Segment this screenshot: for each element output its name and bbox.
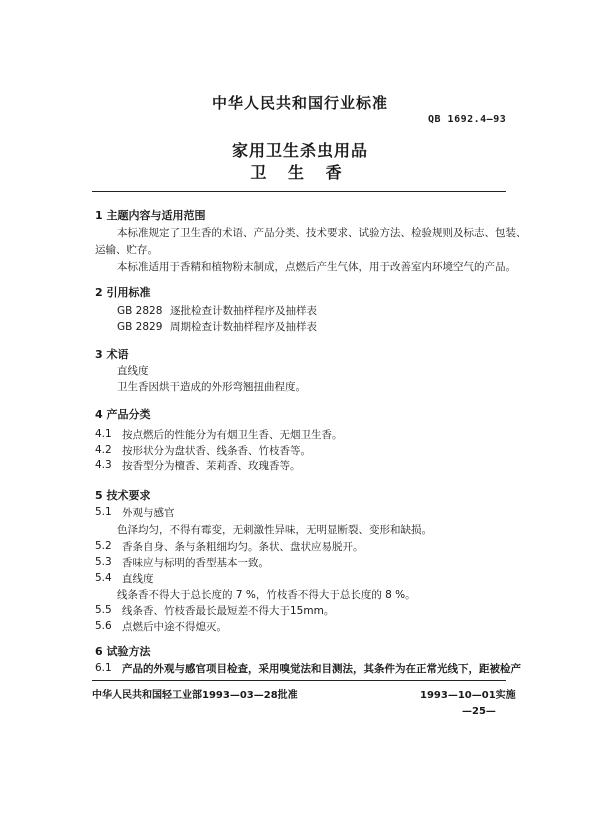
clause-number: 4.3 [95,459,112,471]
section-1-para-1-line-2: 运输、贮存。 [95,244,158,256]
section-6-heading: 6 试验方法 [95,645,151,658]
clause-number: 5.3 [95,556,112,568]
header-rule [92,191,506,192]
approval-line: 中华人民共和国轻工业部1993—03—28批准 [92,690,298,701]
reference-title: 周期检查计数抽样程序及抽样表 [170,321,317,333]
effective-date: 1993—10—01实施 [420,690,516,701]
issuer-heading: 中华人民共和国行业标准 [211,94,388,112]
term-name: 直线度 [117,365,149,377]
clause-text: 产品的外观与感官项目检查，采用嗅觉法和目测法，其条件为在正常光线下，距被检产 [122,663,521,675]
clause-number: 4.2 [95,444,112,456]
section-1-heading: 1 主题内容与适用范围 [95,209,206,222]
clause-text: 线条香不得大于总长度的 7 %，竹枝香不得大于总长度的 8 %。 [117,589,416,601]
section-2-heading: 2 引用标准 [95,286,151,299]
clause-title: 外观与感官 [122,507,175,519]
clause-text: 香条自身、条与条粗细均匀。条状、盘状应易脱开。 [122,541,364,553]
clause-text: 点燃后中途不得熄灭。 [122,621,227,633]
footer-rule [92,680,506,681]
clause-number: 4.1 [95,428,112,440]
clause-text: 按形状分为盘状香、线条香、竹枝香等。 [122,445,311,457]
clause-number: 5.5 [95,604,112,616]
clause-text: 香味应与标明的香型基本一致。 [122,557,269,569]
section-3-heading: 3 术语 [95,348,129,361]
clause-number: 5.2 [95,540,112,552]
clause-title: 直线度 [122,573,154,585]
clause-text: 线条香、竹枝香最长最短差不得大于15mm。 [122,605,335,617]
clause-text: 按点燃后的性能分为有烟卫生香、无烟卫生香。 [122,429,343,441]
section-1-para-1-line-1: 本标准规定了卫生香的术语、产品分类、技术要求、试验方法、检验规则及标志、包装、 [117,227,527,239]
reference-code: GB 2829 [117,321,163,333]
clause-number: 5.1 [95,506,112,518]
clause-number: 5.6 [95,620,112,632]
section-5-heading: 5 技术要求 [95,489,151,502]
standard-number: QB 1692.4—93 [428,114,507,125]
term-definition: 卫生香因烘干造成的外形弯翘扭曲程度。 [117,381,306,393]
document-subtitle: 卫 生 香 [250,163,350,182]
clause-number: 5.4 [95,572,112,584]
document-title: 家用卫生杀虫用品 [231,141,368,160]
section-1-para-2: 本标准适用于香精和植物粉末制成，点燃后产生气体，用于改善室内环境空气的产品。 [117,261,516,273]
clause-text: 色泽均匀，不得有霉变，无刺激性异味，无明显断裂、变形和缺损。 [117,524,432,536]
reference-title: 逐批检查计数抽样程序及抽样表 [170,305,317,317]
clause-text: 按香型分为檀香、茉莉香、玫瑰香等。 [122,460,301,472]
clause-number: 6.1 [95,662,112,674]
reference-code: GB 2828 [117,305,163,317]
section-4-heading: 4 产品分类 [95,408,151,421]
page-number: —25— [462,706,496,717]
